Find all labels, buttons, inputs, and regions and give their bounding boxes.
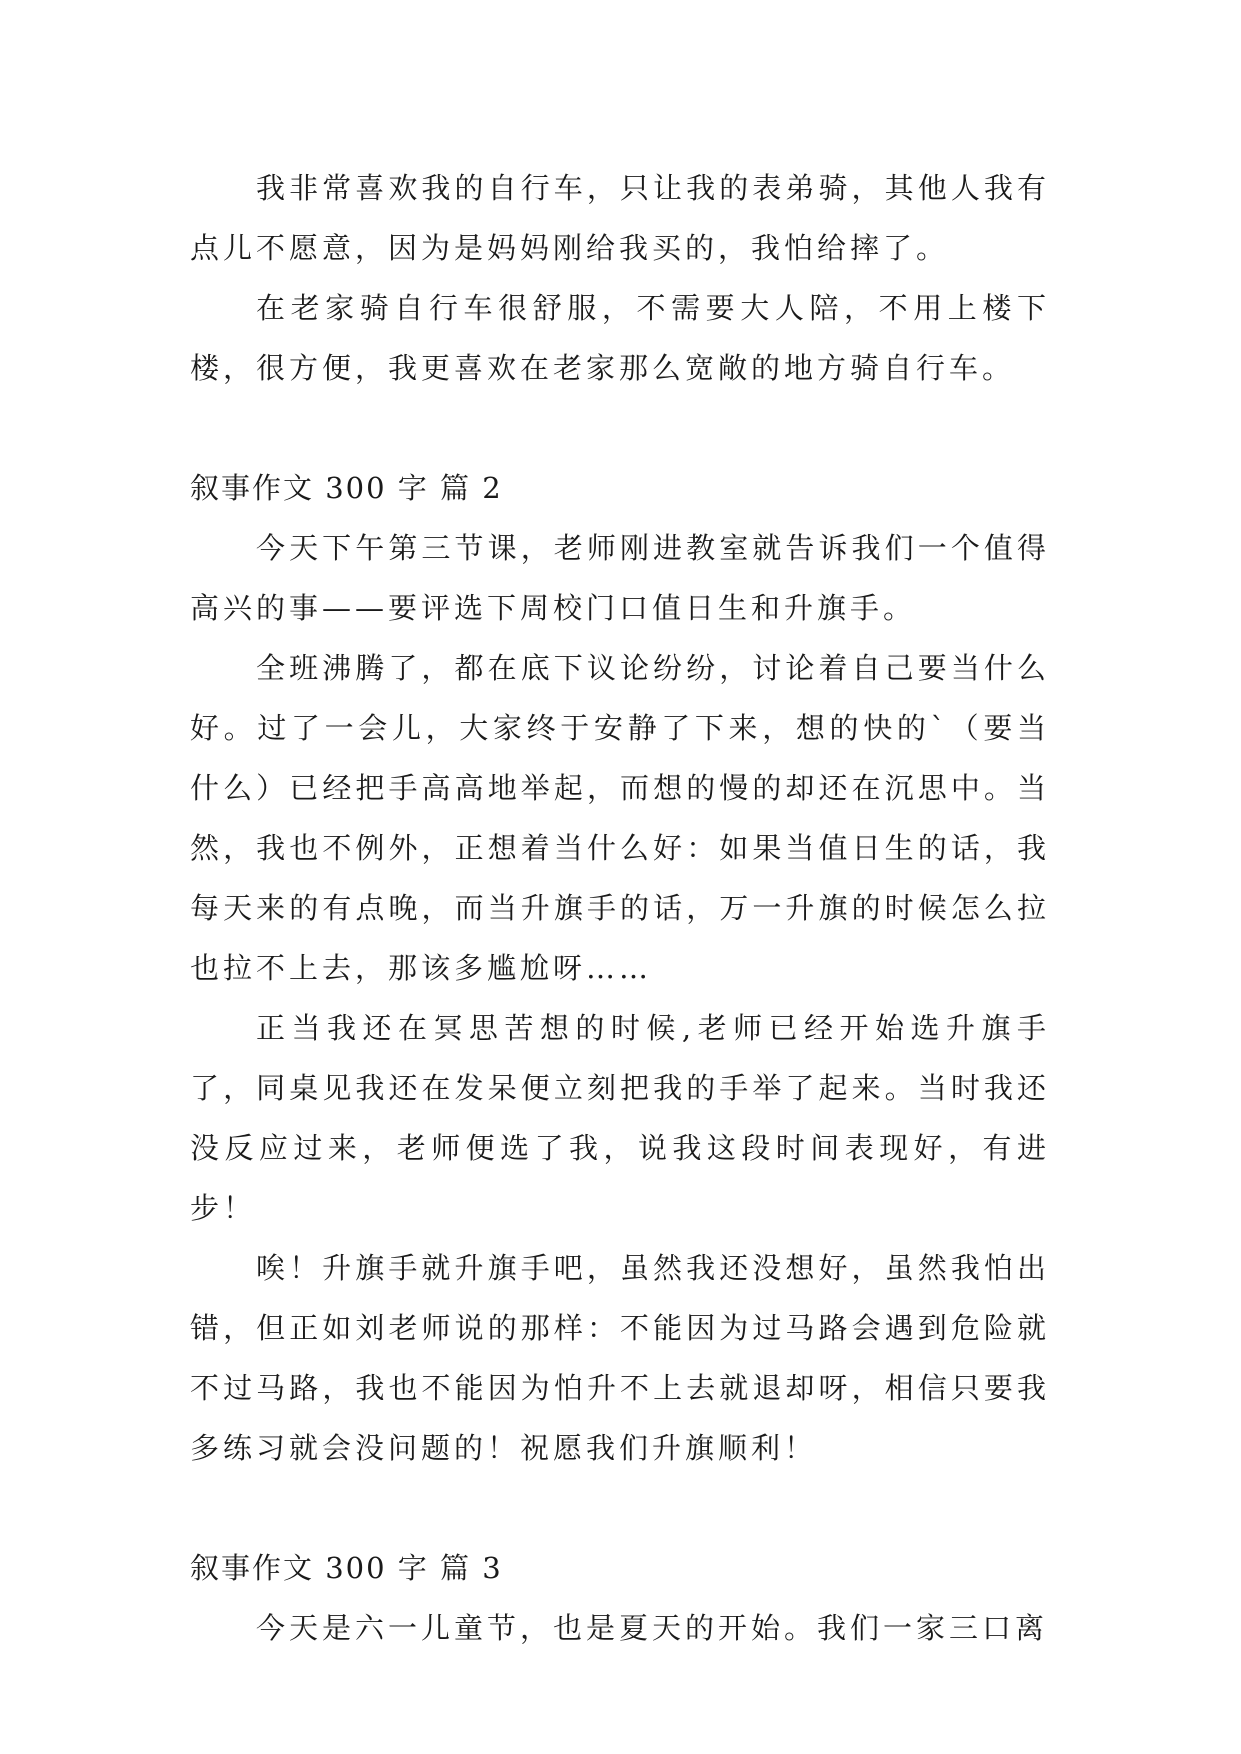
document-body <box>190 158 1050 1658</box>
paragraph: 全班沸腾了，都在底下议论纷纷，讨论着自己要当什么好。过了一会儿，大家终于安静了下来，想的快的`（要当什么）已经把手高高地举起，而想的慢的却还在沉思中。当然，我也不例外，正想着当什么好：如果当值日生的话，我每天来的有点晚，而当升旗手的话，万一升旗的时候怎么拉也拉不上去，那该多尴尬呀…… <box>190 651 1050 985</box>
section-title: 叙事作文 300 字 篇 3 <box>190 1551 503 1585</box>
section-spacer <box>190 398 1050 458</box>
paragraph: 我非常喜欢我的自行车，只让我的表弟骑，其他人我有点儿不愿意，因为是妈妈刚给我买的，我怕给摔了。 <box>190 171 1050 265</box>
section-spacer <box>190 1478 1050 1538</box>
paragraph: 今天是六一儿童节，也是夏天的开始。我们一家三口离 <box>256 1611 1049 1645</box>
paragraph: 在老家骑自行车很舒服，不需要大人陪，不用上楼下楼，很方便，我更喜欢在老家那么宽敞的地方骑自行车。 <box>190 291 1050 385</box>
section-title: 叙事作文 300 字 篇 2 <box>190 471 503 505</box>
paragraph: 正当我还在冥思苦想的时候,老师已经开始选升旗手了，同桌见我还在发呆便立刻把我的手举了起来。当时我还没反应过来，老师便选了我，说我这段时间表现好，有进步！ <box>190 1011 1050 1225</box>
paragraph: 唉！升旗手就升旗手吧，虽然我还没想好，虽然我怕出错，但正如刘老师说的那样：不能因为过马路会遇到危险就不过马路，我也不能因为怕升不上去就退却呀，相信只要我多练习就会没问题的！祝愿我们升旗顺利！ <box>190 1251 1050 1465</box>
paragraph: 今天下午第三节课，老师刚进教室就告诉我们一个值得高兴的事——要评选下周校门口值日生和升旗手。 <box>190 531 1050 625</box>
